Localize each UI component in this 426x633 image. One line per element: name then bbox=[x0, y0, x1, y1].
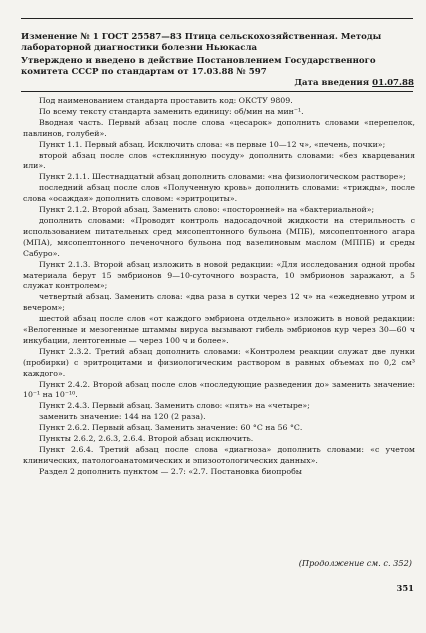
top-rule bbox=[21, 18, 413, 19]
paragraph: Пункт 1.1. Первый абзац. Исключить слова: «в первые 10—12 ч», «печень, почки»; bbox=[39, 139, 386, 149]
paragraph: Пункт 2.4.3. Первый абзац. Заменить слово: «пять» на «четыре»; bbox=[39, 401, 310, 411]
paragraph: Вводная часть. Первый абзац после слова «цесарок» дополнить словами «перепелок, павлинов, голубей». bbox=[23, 117, 415, 138]
paragraph: Пункт 2.6.4. Третий абзац после слова «диагноза» дополнить словами: «с учетом клинических, патологоанатомических и эпизоотологических данных». bbox=[23, 445, 415, 465]
paragraph: Под наименованием стандарта проставить код: ОКСТУ 9809. bbox=[39, 96, 293, 105]
paragraph: Пункт 2.3.2. Третий абзац дополнить словами: «Контролем реакции служат две лунки (пробирки) с эритроцитами и физиологическим раствором в равных объемах по 0,2 см³ каждого». bbox=[23, 346, 415, 378]
paragraph: Пункт 2.6.2. Первый абзац. Заменить значение: 60 °С на 56 °С. bbox=[39, 423, 303, 433]
paragraph: По всему тексту стандарта заменить единицу: об/мин на мин⁻¹. bbox=[39, 106, 304, 116]
page-number: 351 bbox=[396, 583, 414, 593]
paragraph: шестой абзац после слов «от каждого эмбриона отдельно» изложить в новой редакции: «Велогенные и мезогенные штаммы вируса вызывают гибель эмбрионов кур через 30—60 ч инкубации, лентогенные — через 100 ч и более». bbox=[23, 314, 415, 345]
paragraph: четвертый абзац. Заменить слова: «два раза в сутки через 12 ч» на «ежедневно утром и вечером»; bbox=[23, 292, 415, 313]
approval-statement: Утверждено и введено в действие Постановлением Государственного комитета СССР по стандартам от 17.03.88 № 597 bbox=[21, 56, 376, 78]
paragraph: Пункт 2.1.1. Шестнадцатый абзац дополнить словами: «на физиологическом растворе»; bbox=[39, 172, 406, 182]
paragraph: Пункт 2.1.3. Второй абзац изложить в новой редакции: «Для исследования одной пробы материала берут 15 эмбрионов 9—10-суточного возраста, 10 эмбрионов заражают, а 5 служат контролем»; bbox=[23, 259, 415, 291]
paragraph: заменить значение: 144 на 120 (2 раза). bbox=[39, 412, 206, 422]
paragraph: второй абзац после слов «стеклянную посуду» дополнить словами: «без кварцевания или». bbox=[23, 150, 415, 171]
paragraph: дополнить словами: «Проводят контроль надосадочной жидкости на стерильность с использованием питательных сред мясопептонного бульона (МПБ), мясопептонного агара (МПА), мясопептонного печеночного бульона под вазелиновым маслом (МППБ) и среды Сабуро». bbox=[23, 215, 415, 258]
header-rule bbox=[21, 91, 413, 92]
paragraph: Пункт 2.1.2. Второй абзац. Заменить слово: «посторонней» на «бактериальной»; bbox=[39, 205, 375, 215]
paragraph: Раздел 2 дополнить пунктом — 2.7: «2.7. Постановка биопробы bbox=[39, 466, 302, 476]
amendment-body bbox=[23, 96, 415, 478]
paragraph: Пункты 2.6.2, 2.6.3, 2.6.4. Второй абзац исключить. bbox=[39, 434, 254, 444]
paragraph: Пункт 2.4.2. Второй абзац после слов «последующие разведения до» заменить значение: 10⁻¹ на 10⁻¹⁰. bbox=[23, 379, 415, 400]
amendment-title: Изменение № 1 ГОСТ 25587—83 Птица сельскохозяйственная. Методы лабораторной диагностики болезни Ньюкасла bbox=[21, 32, 382, 54]
effective-date: 01.07.88 bbox=[372, 78, 414, 88]
effective-date-line bbox=[290, 78, 414, 88]
paragraph: последний абзац после слов «Полученную кровь» дополнить словами: «трижды», после слова «осаждая» дополнить словом: «эритроциты». bbox=[23, 183, 415, 204]
continuation-note: (Продолжение см. с. 352) bbox=[298, 558, 412, 568]
effective-label: Дата введения bbox=[294, 78, 370, 88]
